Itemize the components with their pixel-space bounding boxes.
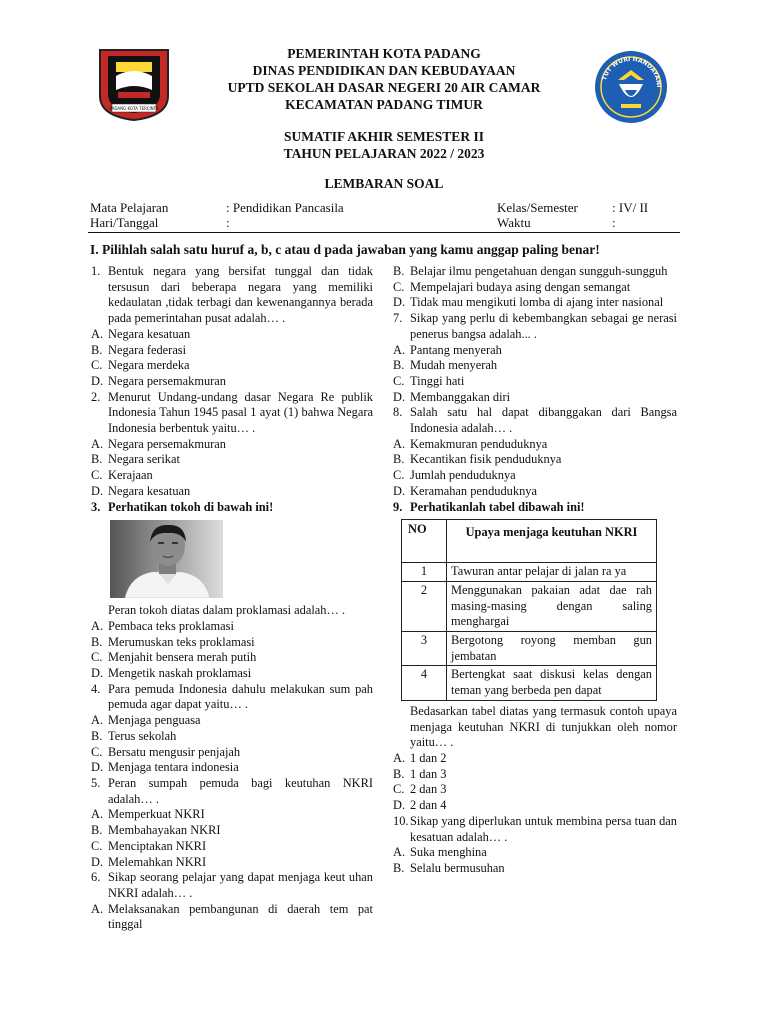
question-text: Bentuk negara yang bersifat tunggal dan tidak tersusun dari beberapa negara yang memiliki kedaulatan ,tidak terbagi dan kewenangannya berada pada pemerintahan pusat adalah… . xyxy=(108,264,373,326)
option-text: Menjaga penguasa xyxy=(108,713,201,728)
option-text: Kemakmuran penduduknya xyxy=(410,436,548,451)
left-column xyxy=(91,264,373,933)
option-letter: B. xyxy=(91,342,103,357)
instruction: I. Pilihlah salah satu huruf a, b, c atau d pada jawaban yang kamu anggap paling benar! xyxy=(90,242,600,257)
option-d[interactable] xyxy=(393,798,677,814)
option-text: Melemahkan NKRI xyxy=(108,854,207,869)
option-letter: D. xyxy=(393,798,406,813)
table-cell-no: 2 xyxy=(402,581,447,631)
option-letter: D. xyxy=(393,483,406,498)
table-header-effort: Upaya menjaga keutuhan NKRI xyxy=(447,520,657,563)
option-text: Kecantikan fisik penduduknya xyxy=(410,452,562,467)
option-text: Pembaca teks proklamasi xyxy=(108,618,234,633)
table-cell-no: 1 xyxy=(402,563,447,582)
option-letter: A. xyxy=(393,750,406,765)
option-letter: C. xyxy=(393,279,405,294)
question-9-prompt: Bedasarkan tabel diatas yang termasuk contoh upaya menjaga keutuhan NKRI di tunjukkan oleh nomor yaitu… . xyxy=(410,703,677,750)
question-5 xyxy=(91,776,373,807)
option-text: Merumuskan teks proklamasi xyxy=(108,634,255,649)
option-b[interactable] xyxy=(393,861,677,877)
option-letter: B. xyxy=(91,634,103,649)
svg-text:PADANG KOTA TERCINTA: PADANG KOTA TERCINTA xyxy=(109,106,159,111)
table-cell-text: Bertengkat saat diskusi kelas dengan teman yang berbeda pen dapat xyxy=(447,666,657,700)
option-a[interactable] xyxy=(91,327,373,343)
option-text: Mudah menyerah xyxy=(410,358,498,373)
option-a[interactable] xyxy=(91,713,373,729)
option-text: Negara merdeka xyxy=(108,358,190,373)
option-text: Memperkuat NKRI xyxy=(108,807,205,822)
option-text: Suka menghina xyxy=(410,845,487,860)
option-text: Membahayakan NKRI xyxy=(108,823,221,838)
option-text: Negara serikat xyxy=(108,452,180,467)
exam-title: SUMATIF AKHIR SEMESTER II xyxy=(284,129,484,144)
option-a[interactable] xyxy=(393,751,677,767)
option-d[interactable] xyxy=(91,855,373,871)
table-header-row xyxy=(402,520,657,563)
option-b[interactable] xyxy=(393,358,677,374)
option-c[interactable] xyxy=(393,374,677,390)
question-text: Menurut Undang-undang dasar Negara Re publik Indonesia Tahun 1945 pasal 1 ayat (1) bahwa Negara Indonesia berbentuk yaitu… . xyxy=(108,389,373,436)
header-line-district: KECAMATAN PADANG TIMUR xyxy=(285,97,483,112)
option-a[interactable] xyxy=(393,437,677,453)
option-letter: C. xyxy=(91,650,103,665)
question-number: 5. xyxy=(91,775,101,790)
option-text: Melaksanakan pembangunan di daerah tem pat tinggal xyxy=(108,901,373,932)
option-d[interactable] xyxy=(91,760,373,776)
option-letter: A. xyxy=(393,436,406,451)
academic-year: TAHUN PELAJARAN 2022 / 2023 xyxy=(283,146,485,161)
subject-value: : Pendidikan Pancasila xyxy=(226,200,344,215)
option-a[interactable] xyxy=(393,343,677,359)
question-text: Peran sumpah pemuda bagi keutuhan NKRI adalah… . xyxy=(108,775,373,806)
option-letter: B. xyxy=(393,860,405,875)
option-a[interactable] xyxy=(393,845,677,861)
question-text: Perhatikan tokoh di bawah ini! xyxy=(108,499,274,514)
option-letter: B. xyxy=(393,358,405,373)
option-letter: A. xyxy=(91,618,104,633)
option-letter: B. xyxy=(393,264,405,278)
table-cell-no: 3 xyxy=(402,632,447,666)
header-line-school: UPTD SEKOLAH DASAR NEGERI 20 AIR CAMAR xyxy=(227,80,541,95)
option-letter: A. xyxy=(393,342,406,357)
option-text: Menjahit bensera merah putih xyxy=(108,650,257,665)
nkri-effort-table xyxy=(401,519,657,701)
option-text: Tidak mau mengikuti lomba di ajang inter nasional xyxy=(410,295,664,310)
sheet-title: LEMBARAN SOAL xyxy=(324,176,444,191)
right-column xyxy=(393,264,677,877)
option-letter: C. xyxy=(91,358,103,373)
option-letter: C. xyxy=(393,373,405,388)
option-letter: A. xyxy=(91,807,104,822)
option-text: Membanggakan diri xyxy=(410,389,511,404)
option-text: Negara kesatuan xyxy=(108,326,191,341)
question-4 xyxy=(91,682,373,713)
option-letter: B. xyxy=(91,452,103,467)
option-a[interactable] xyxy=(91,807,373,823)
option-b[interactable] xyxy=(393,452,677,468)
time-label: Waktu xyxy=(497,215,531,230)
option-letter: A. xyxy=(393,845,406,860)
question-number: 6. xyxy=(91,870,101,885)
option-text: Negara persemakmuran xyxy=(108,373,226,388)
table-cell-text: Tawuran antar pelajar di jalan ra ya xyxy=(447,563,657,582)
question-number: 8. xyxy=(393,405,403,420)
option-text: Tinggi hati xyxy=(410,373,465,388)
option-c[interactable] xyxy=(393,782,677,798)
figure-portrait-photo xyxy=(110,520,223,598)
option-b[interactable] xyxy=(91,823,373,839)
option-letter: D. xyxy=(91,760,104,775)
option-d[interactable] xyxy=(393,295,677,311)
header-line-department: DINAS PENDIDIKAN DAN KEBUDAYAAN xyxy=(252,63,516,78)
option-letter: C. xyxy=(393,468,405,483)
question-9 xyxy=(393,500,677,516)
question-10 xyxy=(393,814,677,845)
question-7 xyxy=(393,311,677,342)
option-d[interactable] xyxy=(393,484,677,500)
option-text: Mempelajari budaya asing dengan semangat xyxy=(410,279,631,294)
question-number: 2. xyxy=(91,389,101,404)
question-6 xyxy=(91,870,373,901)
option-text: Negara persemakmuran xyxy=(108,436,226,451)
option-letter: D. xyxy=(393,389,406,404)
question-number: 7. xyxy=(393,311,403,326)
option-text: Menjaga tentara indonesia xyxy=(108,760,239,775)
option-text: Negara kesatuan xyxy=(108,483,191,498)
table-row xyxy=(402,581,657,631)
header-line-government: PEMERINTAH KOTA PADANG xyxy=(287,46,481,61)
option-c[interactable] xyxy=(91,358,373,374)
table-row xyxy=(402,563,657,582)
option-letter: A. xyxy=(91,436,104,451)
question-2 xyxy=(91,390,373,437)
option-letter: C. xyxy=(91,744,103,759)
option-b[interactable] xyxy=(393,264,677,280)
option-text: Negara federasi xyxy=(108,342,187,357)
question-text: Sikap seorang pelajar yang dapat menjaga keut uhan NKRI adalah… . xyxy=(108,870,373,900)
option-text: Terus sekolah xyxy=(108,728,177,743)
day-value: : xyxy=(226,215,230,230)
option-text: Menciptakan NKRI xyxy=(108,838,207,853)
option-letter: D. xyxy=(91,666,104,681)
svg-text:TUT WURI HANDAYANI: TUT WURI HANDAYANI xyxy=(600,55,663,88)
question-number: 10. xyxy=(393,813,409,828)
option-letter: D. xyxy=(91,854,104,869)
option-b[interactable] xyxy=(91,635,373,651)
question-text: Sikap yang perlu di kebembangkan sebagai ge nerasi penerus bangsa adalah... . xyxy=(410,311,677,341)
time-value: : xyxy=(612,215,616,230)
option-letter: A. xyxy=(91,901,104,916)
question-text: Sikap yang diperlukan untuk membina persa tuan dan kesatuan adalah… . xyxy=(410,813,677,844)
question-text: Salah satu hal dapat dibanggakan dari Bangsa Indonesia adalah… . xyxy=(410,405,677,436)
question-8 xyxy=(393,405,677,436)
option-letter: C. xyxy=(393,782,405,797)
option-text: Selalu bermusuhan xyxy=(410,860,505,875)
table-header-no: NO xyxy=(402,520,447,563)
option-c[interactable] xyxy=(91,650,373,666)
option-c[interactable] xyxy=(393,468,677,484)
option-c[interactable] xyxy=(91,468,373,484)
question-3 xyxy=(91,500,373,516)
option-letter: B. xyxy=(91,823,103,838)
option-d[interactable] xyxy=(91,666,373,682)
option-b[interactable] xyxy=(91,729,373,745)
option-b[interactable] xyxy=(393,767,677,783)
option-text: Bersatu mengusir penjajah xyxy=(108,744,241,759)
option-text: Belajar ilmu pengetahuan dengan sungguh-sungguh xyxy=(410,264,668,278)
question-3-prompt: Peran tokoh diatas dalam proklamasi adalah… . xyxy=(108,603,346,618)
table-cell-text: Menggunakan pakaian adat dae rah masing-masing dengan saling menghargai xyxy=(447,581,657,631)
option-b[interactable] xyxy=(91,343,373,359)
option-b[interactable] xyxy=(91,452,373,468)
option-a[interactable] xyxy=(91,437,373,453)
option-letter: A. xyxy=(91,326,104,341)
option-d[interactable] xyxy=(91,484,373,500)
option-text: 2 dan 3 xyxy=(410,782,447,797)
option-a[interactable] xyxy=(91,619,373,635)
class-value: : IV/ II xyxy=(612,200,649,215)
question-number: 1. xyxy=(91,264,101,278)
option-letter: C. xyxy=(91,468,103,483)
option-letter: B. xyxy=(393,766,405,781)
option-d[interactable] xyxy=(393,390,677,406)
option-c[interactable] xyxy=(393,280,677,296)
day-label: Hari/Tanggal xyxy=(90,215,159,230)
option-text: Keramahan penduduknya xyxy=(410,483,537,498)
option-letter: B. xyxy=(393,452,405,467)
option-letter: D. xyxy=(91,483,104,498)
question-1 xyxy=(91,264,373,327)
option-letter: C. xyxy=(91,838,103,853)
question-text: Perhatikanlah tabel dibawah ini! xyxy=(410,499,585,514)
option-letter: A. xyxy=(91,713,104,728)
option-letter: D. xyxy=(393,295,406,310)
class-label: Kelas/Semester xyxy=(497,200,578,215)
question-number: 9. xyxy=(393,499,403,514)
table-cell-no: 4 xyxy=(402,666,447,700)
option-letter: B. xyxy=(91,728,103,743)
option-text: 1 dan 2 xyxy=(410,750,447,765)
option-text: Kerajaan xyxy=(108,468,153,483)
question-number: 4. xyxy=(91,681,101,696)
table-row xyxy=(402,632,657,666)
option-text: 1 dan 3 xyxy=(410,766,447,781)
table-cell-text: Bergotong royong memban gun jembatan xyxy=(447,632,657,666)
option-text: Mengetik naskah proklamasi xyxy=(108,666,252,681)
option-c[interactable] xyxy=(91,839,373,855)
question-text: Para pemuda Indonesia dahulu melakukan sum pah pemuda agar dapat yaitu… . xyxy=(108,681,373,712)
option-text: 2 dan 4 xyxy=(410,798,447,813)
option-text: Jumlah penduduknya xyxy=(410,468,516,483)
option-a[interactable] xyxy=(91,902,373,933)
option-d[interactable] xyxy=(91,374,373,390)
subject-label: Mata Pelajaran xyxy=(90,200,169,215)
question-number: 3. xyxy=(91,499,101,514)
option-c[interactable] xyxy=(91,745,373,761)
option-text: Pantang menyerah xyxy=(410,342,502,357)
table-row xyxy=(402,666,657,700)
option-letter: D. xyxy=(91,373,104,388)
header-divider xyxy=(88,232,680,233)
